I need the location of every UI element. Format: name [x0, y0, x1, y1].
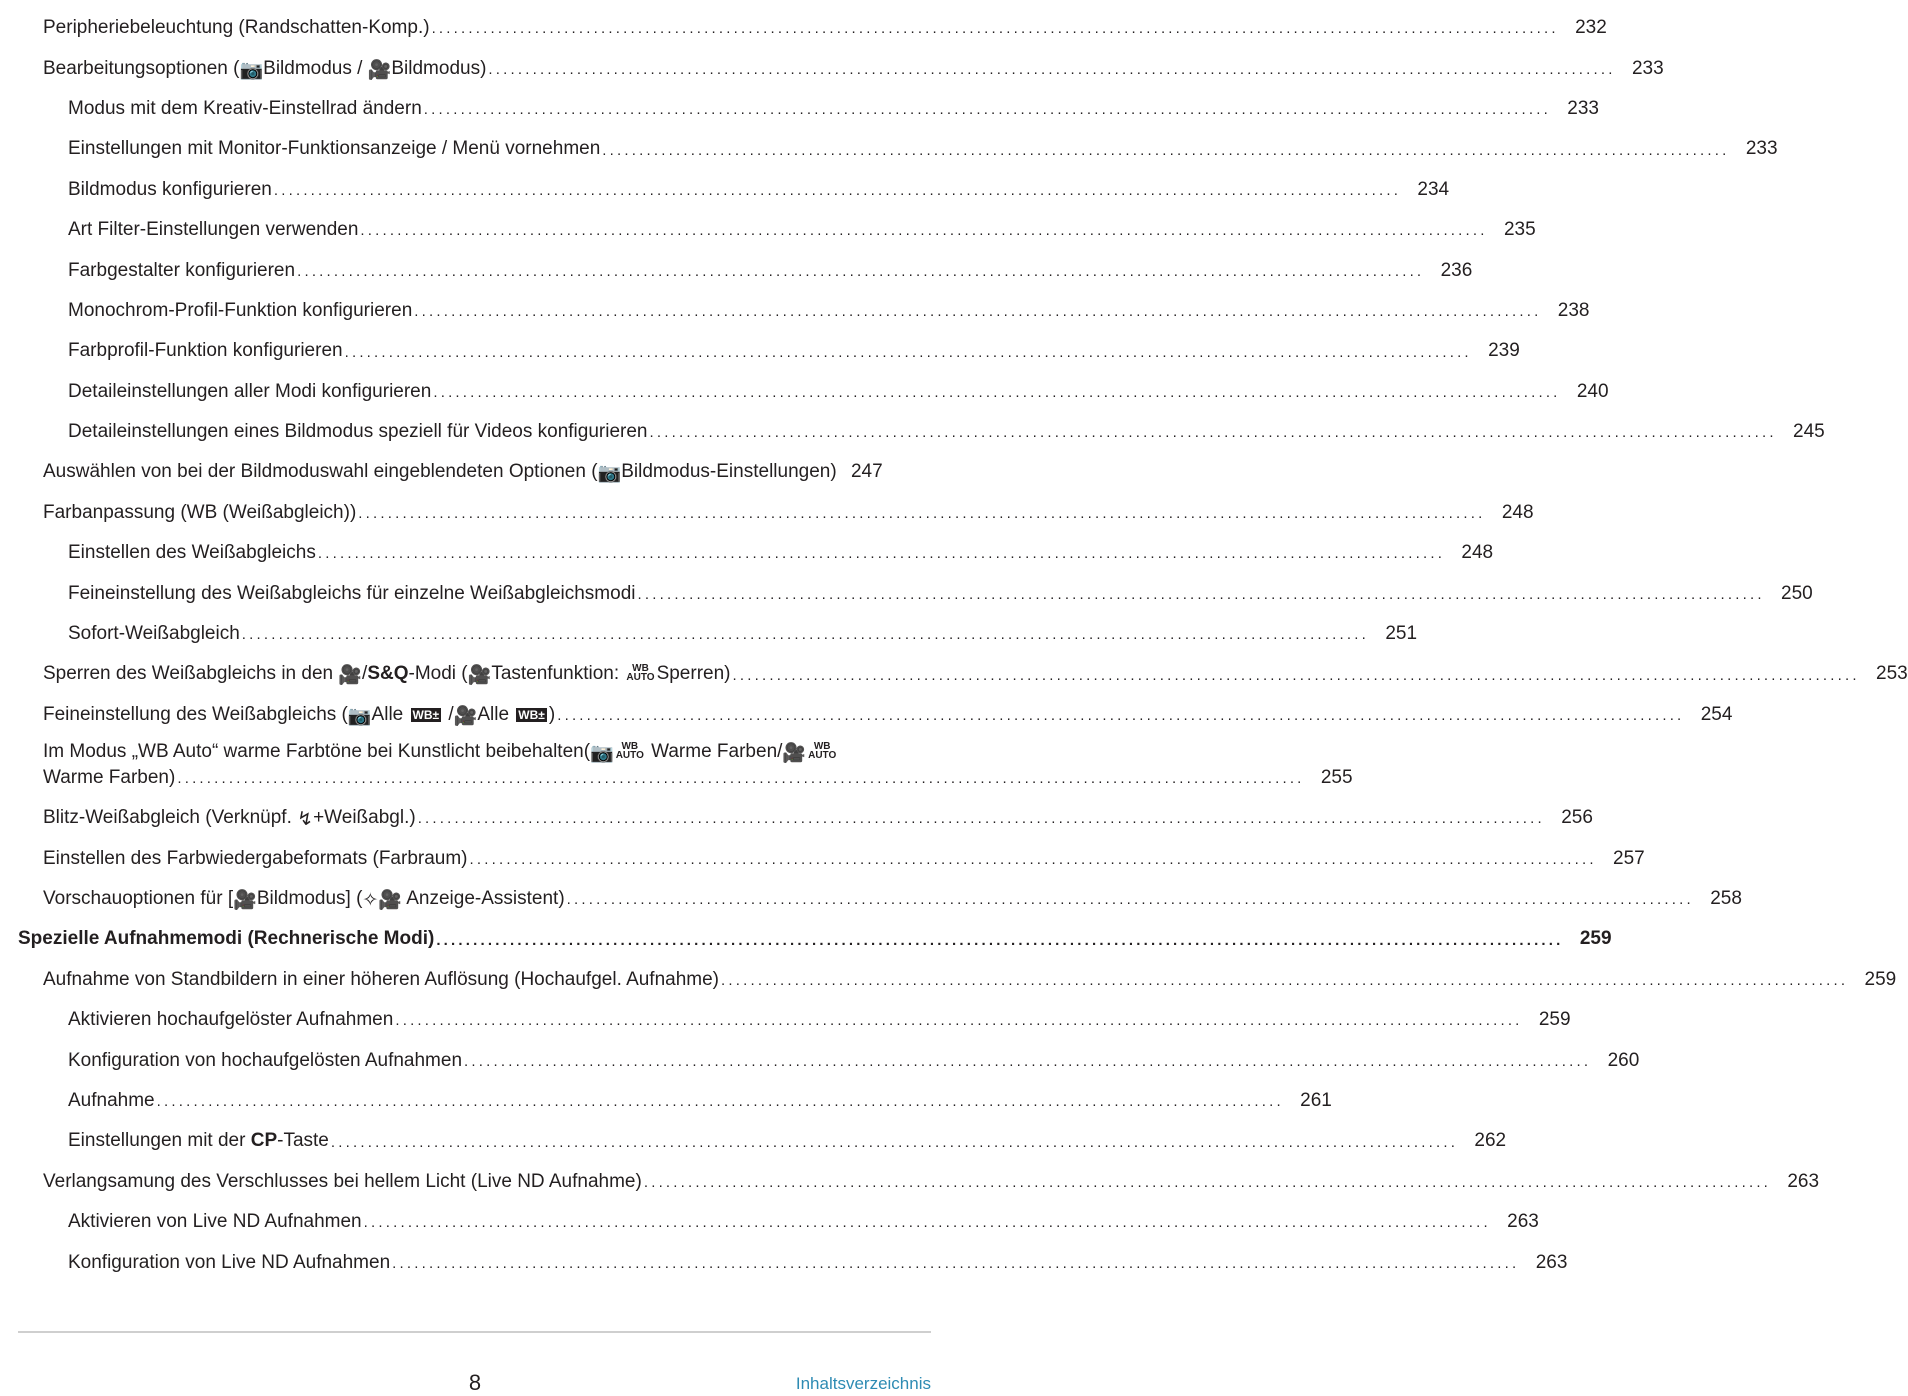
toc-page-number: 250	[1781, 582, 1813, 604]
toc-page-number: 259	[1864, 968, 1897, 990]
leader-dots: .........................................................................................................................................................	[273, 181, 1402, 199]
toc-entry-title: Feineinstellung des Weißabgleichs (📷Alle WB± /🎥Alle WB± )	[43, 703, 556, 727]
leader-dots: .........................................................................................................................................................	[414, 303, 1542, 321]
leader-dots: .........................................................................................................................................................	[241, 626, 1370, 644]
leader-dots: .........................................................................................................................................................	[297, 262, 1425, 280]
toc-page-number: 245	[1793, 421, 1825, 443]
movie-camera-icon: 🎥	[378, 890, 403, 911]
toc-page-number: 239	[1488, 340, 1520, 362]
leader-dots: .........................................................................................................................................................	[721, 971, 1849, 989]
flash-icon: ↯	[297, 809, 314, 831]
toc-entry[interactable]	[0, 291, 1590, 331]
leader-dots: .........................................................................................................................................................	[392, 1254, 1520, 1272]
toc-entry[interactable]	[0, 1202, 1539, 1242]
toc-entry-title: Farbanpassung (WB (Weißabgleich))	[43, 501, 357, 523]
toc-page-number: 259	[1579, 928, 1612, 950]
toc-entry[interactable]	[0, 170, 1450, 210]
toc-entry-title: Feineinstellung des Weißabgleichs für einzelne Weißabgleichsmodi	[68, 582, 636, 604]
toc-page-number: 253	[1876, 663, 1908, 685]
leader-dots: .........................................................................................................................................................	[643, 1173, 1772, 1191]
leader-dots: .........................................................................................................................................................	[566, 891, 1694, 909]
toc-entry-title: Bearbeitungsoptionen (📷Bildmodus / 🎥Bildmodus)	[43, 57, 487, 81]
toc-entry[interactable]	[0, 1040, 1640, 1080]
toc-entry[interactable]	[0, 1242, 1568, 1282]
leader-dots: .........................................................................................................................................................	[488, 60, 1616, 78]
toc-entry-title: Detaileinstellungen aller Modi konfigurieren	[68, 380, 432, 402]
toc-entry[interactable]	[0, 129, 1778, 169]
leader-dots: .........................................................................................................................................................	[363, 1214, 1491, 1232]
toc-entry-title: Einstellen des Farbwiedergabeformats (Farbraum)	[43, 847, 468, 869]
toc-chapter-entry[interactable]	[0, 919, 1612, 959]
leader-dots: .........................................................................................................................................................	[317, 545, 1446, 563]
toc-entry-title: Farbgestalter konfigurieren	[68, 259, 296, 281]
toc-entry-title: Modus mit dem Kreativ-Einstellrad ändern	[68, 97, 422, 119]
toc-entry-title: Auswählen von bei der Bildmoduswahl eingeblendeten Optionen (📷Bildmodus-Einstellungen)	[43, 461, 837, 485]
toc-page-number: 233	[1631, 57, 1664, 79]
toc-entry-title: Aktivieren hochaufgelöster Aufnahmen	[68, 1009, 394, 1031]
leader-dots: .........................................................................................................................................................	[344, 343, 1472, 361]
movie-camera-icon: 🎥	[233, 890, 257, 911]
leader-dots: .........................................................................................................................................................	[360, 222, 1488, 240]
toc-entry[interactable]	[0, 533, 1494, 573]
toc-page-number: 247	[850, 461, 883, 483]
movie-camera-icon: 🎥	[367, 59, 392, 81]
leader-dots: .........................................................................................................................................................	[156, 1093, 1284, 1111]
movie-camera-icon: 🎥	[782, 743, 807, 765]
leader-dots: .........................................................................................................................................................	[358, 505, 1486, 523]
toc-entry-title: Sperren des Weißabgleichs in den 🎥/S&Q-Modi (🎥Tastenfunktion: WB AUTO Sperren)	[43, 663, 731, 687]
toc-page-number: 234	[1417, 178, 1450, 200]
toc-entry-title: Peripheriebeleuchtung (Randschatten-Komp.)	[43, 17, 430, 39]
movie-camera-icon: 🎥	[453, 705, 478, 727]
toc-entry-title: Aufnahme von Standbildern in einer höheren Auflösung (Hochaufgel. Aufnahme)	[43, 968, 720, 990]
toc-entry-title: Monochrom-Profil-Funktion konfigurieren	[68, 299, 413, 321]
camera-icon: 📷	[239, 59, 264, 81]
table-of-contents	[0, 8, 1908, 1283]
toc-entry[interactable]	[0, 1121, 1507, 1161]
toc-entry[interactable]	[0, 960, 1897, 1000]
wb-auto-icon: WB AUTO	[626, 663, 655, 684]
leader-dots: .........................................................................................................................................................	[177, 770, 1305, 788]
toc-page-number: 248	[1461, 542, 1494, 564]
toc-entry[interactable]	[0, 1000, 1571, 1040]
wb-adjust-icon: WB±	[412, 707, 440, 722]
toc-entry-title: Konfiguration von hochaufgelösten Aufnahmen	[68, 1049, 463, 1071]
toc-page-number: 235	[1503, 219, 1536, 241]
leader-dots: .........................................................................................................................................................	[464, 1052, 1592, 1070]
toc-entry-title: Einstellungen mit der CP-Taste	[68, 1130, 329, 1152]
toc-entry-title: Einstellen des Weißabgleichs	[68, 542, 316, 564]
toc-page-number: 248	[1501, 501, 1534, 523]
toc-entry[interactable]	[0, 695, 1733, 735]
leader-dots: .........................................................................................................................................................	[436, 931, 1564, 949]
toc-entry-title-continued: Warme Farben)	[43, 767, 176, 789]
toc-entry-title: Detaileinstellungen eines Bildmodus speziell für Videos konfigurieren	[68, 421, 648, 443]
toc-entry[interactable]	[0, 250, 1473, 290]
toc-entry-title: Spezielle Aufnahmemodi (Rechnerische Modi)	[18, 928, 435, 950]
toc-page-number: 254	[1700, 703, 1733, 725]
camera-icon: 📷	[347, 705, 372, 727]
toc-entry[interactable]	[0, 493, 1534, 533]
toc-page-number: 263	[1787, 1170, 1820, 1192]
toc-entry[interactable]	[0, 48, 1664, 88]
toc-entry-title: Im Modus „WB Auto“ warme Farbtöne bei Kunstlicht beibehalten(📷 WB AUTO Warme Farben/🎥 WB AUTO	[43, 741, 837, 765]
toc-entry-title: Blitz-Weißabgleich (Verknüpf. ↯+Weißabgl.)	[43, 807, 416, 831]
toc-entry[interactable]	[0, 210, 1536, 250]
movie-camera-icon: 🎥	[467, 665, 492, 687]
leader-dots: .........................................................................................................................................................	[469, 850, 1597, 868]
toc-entry-title: Konfiguration von Live ND Aufnahmen	[68, 1251, 391, 1273]
toc-page-number: 263	[1535, 1251, 1568, 1273]
toc-entry-title: Verlangsamung des Verschlusses bei hellem Licht (Live ND Aufnahme)	[43, 1170, 642, 1192]
toc-page-number: 263	[1507, 1211, 1539, 1233]
leader-dots: .........................................................................................................................................................	[637, 585, 1765, 603]
sparkle-icon: ✧	[362, 890, 379, 911]
toc-page-number: 262	[1474, 1130, 1507, 1152]
toc-page-number: 260	[1607, 1049, 1640, 1071]
camera-icon: 📷	[590, 743, 614, 765]
toc-entry[interactable]	[0, 879, 1742, 919]
toc-page-number: 232	[1575, 17, 1607, 39]
footer-divider	[18, 1331, 931, 1333]
toc-entry[interactable]	[0, 412, 1825, 452]
page-number: 8	[468, 1370, 482, 1395]
toc-entry-title: Aufnahme	[68, 1089, 155, 1111]
wb-auto-icon: WB AUTO	[615, 741, 644, 762]
leader-dots: .........................................................................................................................................................	[423, 101, 1551, 119]
toc-entry-title: Farbprofil-Funktion konfigurieren	[68, 340, 343, 362]
toc-entry-title: Art Filter-Einstellungen verwenden	[68, 219, 359, 241]
toc-entry[interactable]	[0, 798, 1593, 838]
toc-entry[interactable]	[0, 654, 1908, 694]
toc-entry[interactable]	[0, 89, 1599, 129]
camera-icon: 📷	[597, 463, 622, 485]
toc-entry-title: Sofort-Weißabgleich	[68, 623, 240, 645]
toc-entry[interactable]	[0, 372, 1609, 412]
toc-entry-title: Aktivieren von Live ND Aufnahmen	[68, 1211, 362, 1233]
toc-page-number: 255	[1320, 767, 1353, 789]
toc-entry[interactable]	[0, 735, 1353, 798]
toc-link[interactable]: Inhaltsverzeichnis	[795, 1374, 931, 1393]
toc-entry-title: Einstellungen mit Monitor-Funktionsanzeige / Menü vornehmen	[68, 138, 601, 160]
leader-dots: .........................................................................................................................................................	[649, 424, 1777, 442]
toc-page-number: 236	[1440, 259, 1473, 281]
toc-page-number: 261	[1300, 1089, 1332, 1111]
wb-adjust-icon: WB±	[518, 707, 545, 722]
toc-entry[interactable]	[0, 452, 950, 492]
toc-page-number: 233	[1745, 138, 1778, 160]
leader-dots: .........................................................................................................................................................	[431, 20, 1559, 38]
toc-page-number: 257	[1613, 847, 1645, 869]
leader-dots: .........................................................................................................................................................	[417, 810, 1545, 828]
toc-page-number: 258	[1710, 888, 1742, 909]
movie-camera-icon: 🎥	[338, 665, 363, 687]
toc-entry[interactable]	[0, 8, 1607, 48]
leader-dots: .........................................................................................................................................................	[433, 383, 1561, 401]
toc-page-number: 240	[1576, 380, 1609, 402]
toc-page-number: 256	[1561, 807, 1593, 829]
wb-auto-icon: WB AUTO	[808, 741, 837, 762]
toc-entry[interactable]	[0, 331, 1520, 371]
toc-entry[interactable]	[0, 614, 1418, 654]
toc-page-number: 233	[1567, 97, 1599, 119]
toc-page-number: 238	[1557, 299, 1590, 321]
leader-dots: .........................................................................................................................................................	[732, 666, 1860, 684]
leader-dots: .........................................................................................................................................................	[557, 707, 1685, 725]
leader-dots: .........................................................................................................................................................	[602, 141, 1730, 159]
toc-entry[interactable]	[0, 1081, 1332, 1121]
toc-entry[interactable]	[0, 838, 1645, 878]
toc-page-number: 251	[1385, 623, 1418, 645]
toc-entry[interactable]	[0, 573, 1813, 613]
leader-dots: .........................................................................................................................................................	[330, 1133, 1459, 1151]
toc-page-number: 259	[1538, 1009, 1571, 1031]
toc-entry-title: Bildmodus konfigurieren	[68, 178, 272, 200]
leader-dots: .........................................................................................................................................................	[395, 1012, 1523, 1030]
toc-entry[interactable]	[0, 1162, 1820, 1202]
toc-entry-title: Vorschauoptionen für [🎥Bildmodus] (✧🎥 Anzeige-Assistent)	[43, 888, 565, 911]
